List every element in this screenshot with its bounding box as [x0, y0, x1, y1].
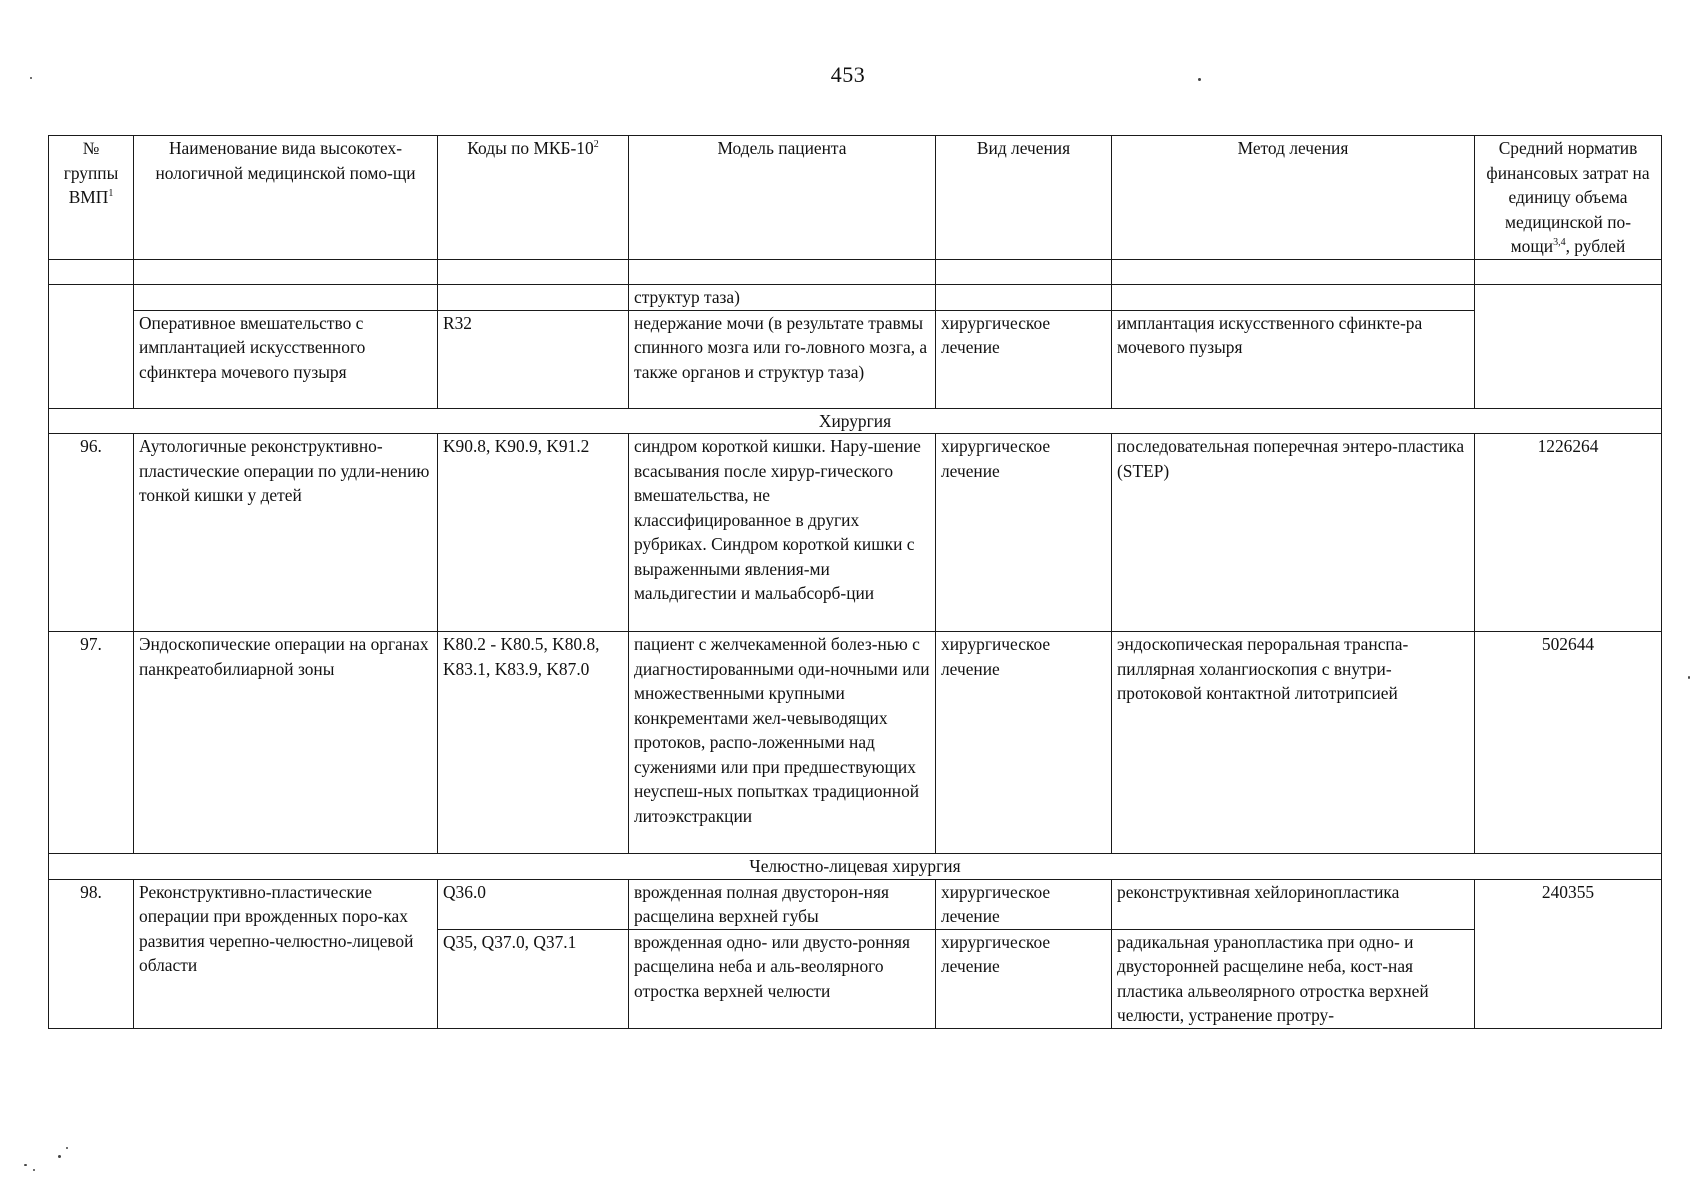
average-cost: 502644: [1475, 632, 1662, 854]
treatment-method: имплантация искусственного сфинкте-ра мочевого пузыря: [1112, 310, 1475, 408]
header-service-name: Наименование вида высокотех-нологичной медицинской помо-щи: [134, 136, 438, 260]
scan-speck: [1198, 78, 1201, 81]
continuation-cost-cell: [1475, 284, 1662, 408]
scan-speck: [1688, 676, 1690, 679]
continuation-model: структур таза): [629, 284, 936, 310]
treatment-type: хирургическое лечение: [936, 310, 1112, 408]
header-group-number: № группы ВМП$^1$: [49, 136, 134, 260]
scan-speck: [58, 1155, 61, 1158]
section-row: [49, 408, 1662, 434]
vmp-table: [48, 135, 1662, 1029]
table-header-row: [49, 136, 1662, 260]
treatment-type: хирургическое лечение: [936, 879, 1112, 929]
average-cost: 240355: [1475, 879, 1662, 1028]
blank-row: [49, 259, 1662, 284]
patient-model: синдром короткой кишки. Нару-шение всасывания после хирур-гического вмешательства, не классифицированное в других рубриках. Синдром короткой кишки с выраженными явления-ми мальдигестии и мальабсорб-ции: [629, 434, 936, 632]
continuation-row: [49, 284, 1662, 310]
continuation-group-cell: [49, 284, 134, 408]
section-row: [49, 854, 1662, 880]
service-name: Оперативное вмешательство с имплантацией искусственного сфинктера мочевого пузыря: [134, 310, 438, 408]
patient-model: пациент с желчекаменной болез-нью с диагностированными оди-ночными или множественными крупными конкрементами жел-чевыводящих протоков, распо-ложенными над сужениями или при предшествующих неуспеш-ных попытках традиционной литоэкстракции: [629, 632, 936, 854]
patient-model: врожденная полная двусторон-няя расщелина верхней губы: [629, 879, 936, 929]
service-name: Эндоскопические операции на органах панкреатобилиарной зоны: [134, 632, 438, 854]
treatment-type: хирургическое лечение: [936, 632, 1112, 854]
table-row: [49, 879, 1662, 929]
header-treatment-method: Метод лечения: [1112, 136, 1475, 260]
scan-speck: [33, 1169, 35, 1171]
treatment-method: последовательная поперечная энтеро-пластика (STEP): [1112, 434, 1475, 632]
average-cost: 1226264: [1475, 434, 1662, 632]
table-row: [49, 632, 1662, 854]
scan-speck: [24, 1164, 27, 1166]
header-patient-model: Модель пациента: [629, 136, 936, 260]
scan-speck: [66, 1147, 68, 1149]
treatment-type: хирургическое лечение: [936, 929, 1112, 1028]
icd-codes: K90.8, K90.9, K91.2: [438, 434, 629, 632]
service-name: Реконструктивно-пластические операции при врожденных поро-ках развития черепно-челюстно-лицевой области: [134, 879, 438, 1028]
section-title-maxillofacial: Челюстно-лицевая хирургия: [49, 854, 1662, 880]
icd-codes: Q36.0: [438, 879, 629, 929]
group-number: 98.: [49, 879, 134, 1028]
treatment-method: радикальная уранопластика при одно- и двусторонней расщелине неба, кост-ная пластика альвеолярного отростка верхней челюсти, устранение протру-: [1112, 929, 1475, 1028]
header-treatment-type: Вид лечения: [936, 136, 1112, 260]
service-name: Аутологичные реконструктивно-пластические операции по удли-нению тонкой кишки у детей: [134, 434, 438, 632]
group-number: 96.: [49, 434, 134, 632]
icd-codes: K80.2 - K80.5, K80.8, K83.1, K83.9, K87.0: [438, 632, 629, 854]
icd-codes: R32: [438, 310, 629, 408]
table-row: [49, 310, 1662, 408]
patient-model: врожденная одно- или двусто-ронняя расщелина неба и аль-веолярного отростка верхней челюсти: [629, 929, 936, 1028]
treatment-type: хирургическое лечение: [936, 434, 1112, 632]
patient-model: недержание мочи (в результате травмы спинного мозга или го-ловного мозга, а также органов и структур таза): [629, 310, 936, 408]
section-title-surgery: Хирургия: [49, 408, 1662, 434]
icd-codes: Q35, Q37.0, Q37.1: [438, 929, 629, 1028]
table-row: [49, 434, 1662, 632]
treatment-method: эндоскопическая пероральная транспа-пиллярная холангиоскопия с внутри-протоковой контактной литотрипсией: [1112, 632, 1475, 854]
header-average-cost: Средний норматив финансовых затрат на единицу объема медицинской по-мощи$^{3,4}$, рублей: [1475, 136, 1662, 260]
treatment-method: реконструктивная хейлоринопластика: [1112, 879, 1475, 929]
scan-speck: [30, 77, 32, 79]
group-number: 97.: [49, 632, 134, 854]
header-icd-codes: Коды по МКБ-$10^2$: [438, 136, 629, 260]
page-number: 453: [830, 62, 866, 87]
